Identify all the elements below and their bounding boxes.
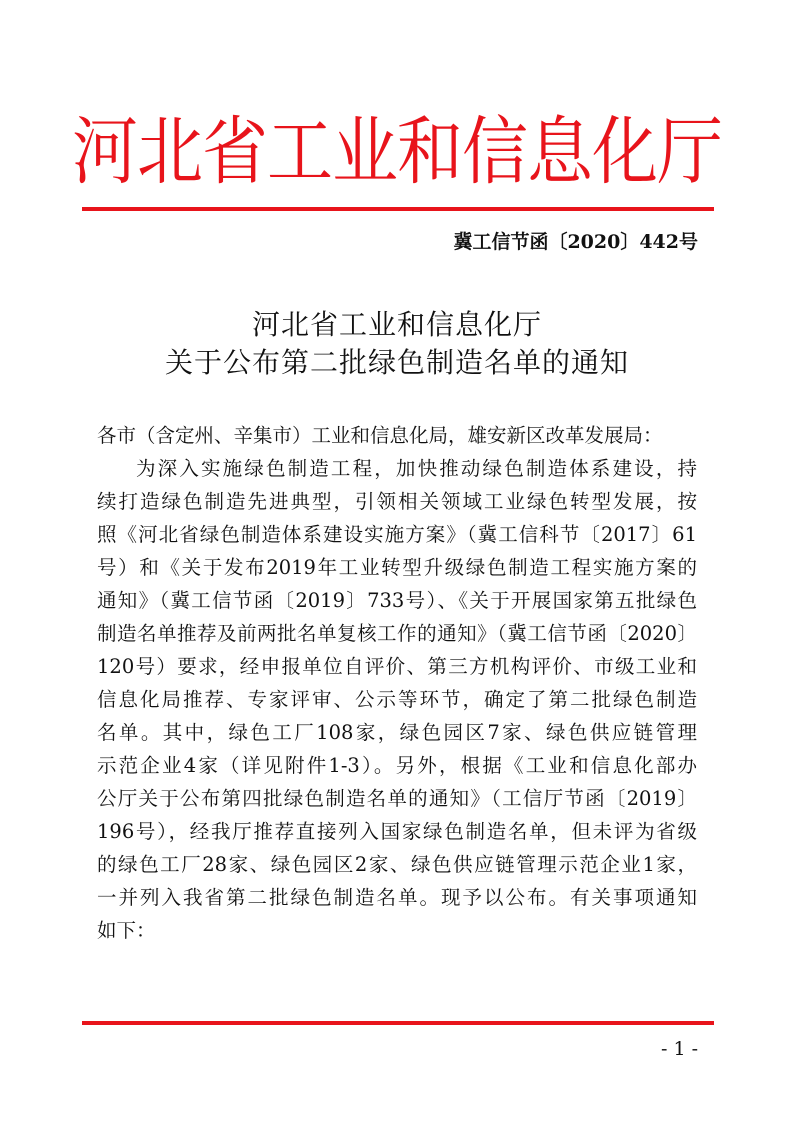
body-text-line: 照《河北省绿色制造体系建设实施方案》（冀工信科节〔2017〕61: [97, 523, 697, 546]
document-number: 冀工信节函〔2020〕442号: [453, 231, 698, 253]
body-text-line: 信息化局推荐、专家评审、公示等环节，确定了第二批绿色制造: [97, 688, 697, 711]
body-text-line: 号）和《关于发布2019年工业转型升级绿色制造工程实施方案的: [97, 556, 697, 579]
body-text-line: 续打造绿色制造先进典型，引领相关领域工业绿色转型发展，按: [97, 490, 697, 513]
masthead-red-rule: [82, 207, 714, 211]
recipient-line: 各市（含定州、辛集市）工业和信息化局，雄安新区改革发展局：: [97, 424, 663, 447]
document-title-line-2: 关于公布第二批绿色制造名单的通知: [164, 346, 629, 379]
document-title-line-1: 河北省工业和信息化厅: [251, 308, 542, 341]
body-text-line: 120号）要求，经申报单位自评价、第三方机构评价、市级工业和: [97, 655, 697, 678]
body-text-line: 为深入实施绿色制造工程，加快推动绿色制造体系建设，持: [136, 457, 697, 480]
body-text-line: 公厅关于公布第四批绿色制造名单的通知》（工信厅节函〔2019〕: [97, 787, 697, 810]
body-text-line: 制造名单推荐及前两批名单复核工作的通知》（冀工信节函〔2020〕: [97, 622, 697, 645]
body-text-line: 名单。其中，绿色工厂108家，绿色园区7家、绿色供应链管理: [97, 721, 697, 744]
body-text-line: 196号），经我厅推荐直接列入国家绿色制造名单，但未评为省级: [97, 820, 697, 843]
body-text-line: 示范企业4家（详见附件1-3）。另外，根据《工业和信息化部办: [97, 754, 697, 777]
body-text-line: 的绿色工厂28家、绿色园区2家、绿色供应链管理示范企业1家，: [97, 853, 697, 876]
masthead-title: 河北省工业和信息化厅: [72, 108, 722, 195]
footer-red-rule: [82, 1021, 714, 1025]
page-number: - 1 -: [660, 1038, 698, 1060]
body-text-line: 如下：: [97, 919, 156, 942]
body-text-line: 一并列入我省第二批绿色制造名单。现予以公布。有关事项通知: [97, 886, 697, 909]
body-text-line: 通知》（冀工信节函〔2019〕733号）、《关于开展国家第五批绿色: [97, 589, 697, 612]
